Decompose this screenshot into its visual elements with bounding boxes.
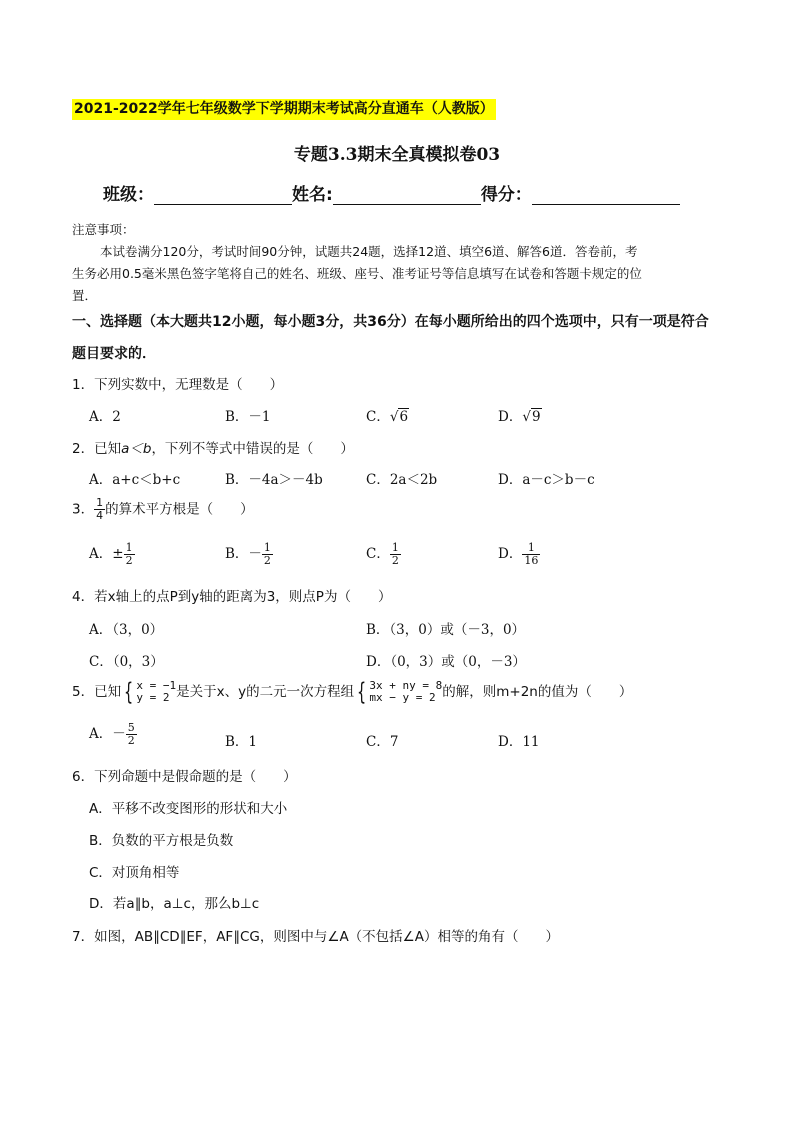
system-line-1: 3x + ny = 8	[369, 679, 443, 692]
notice-line-3: 置．	[72, 288, 98, 303]
q6-option-a: A．平移不改变图形的形状和大小	[89, 801, 288, 817]
q2-option-d: D．a－c＞b－c	[498, 472, 595, 488]
q6-option-c: C．对顶角相等	[89, 865, 180, 881]
page-title: 专题3.3期末全真模拟卷03	[293, 145, 501, 165]
q4-option-a: A．（3，0）	[89, 622, 164, 638]
radical-sign: √	[389, 409, 399, 425]
fraction	[124, 542, 135, 567]
q3-option-d-label: D．	[498, 546, 523, 562]
notice-line-1: 本试卷满分120分，考试时间90分钟，试题共24题，选择12道、填空6道、解答6道．答卷前，考	[100, 244, 638, 259]
score-blank[interactable]	[532, 186, 680, 205]
class-label: 班级：	[103, 185, 154, 205]
q3-option-c-label: C．	[366, 546, 390, 562]
q3-option-c	[366, 542, 401, 567]
sqrt-9	[522, 409, 541, 425]
q2-option-a: A．a+c＜b+c	[89, 472, 181, 488]
fraction	[522, 542, 540, 567]
system-line-1: x = −1	[136, 679, 177, 692]
fraction	[126, 722, 137, 747]
q2-option-b: B．－4a＞－4b	[225, 472, 323, 488]
numerator: 1	[96, 496, 104, 509]
numerator: 1	[125, 541, 133, 554]
q3-option-a-label: A．±	[89, 546, 124, 562]
question-2-stem	[72, 437, 354, 457]
q1-option-d-label: D．	[498, 409, 523, 425]
denominator: 2	[263, 554, 271, 567]
q6-option-d: D．若a∥b，a⊥c，那么b⊥c	[89, 896, 260, 912]
left-brace: {	[357, 678, 367, 706]
sqrt-6	[390, 409, 409, 425]
question-5-stem	[72, 680, 632, 704]
q5-suffix: 的解，则m+2n的值为（ ）	[442, 684, 633, 700]
q3-option-a	[89, 542, 135, 567]
q1-option-c	[366, 405, 409, 425]
exam-series-banner: 2021-2022学年七年级数学下学期期末考试高分直通车（人教版）	[72, 99, 496, 120]
q3-option-b	[225, 542, 273, 567]
name-label: 姓名:	[292, 185, 333, 205]
denominator: 2	[127, 734, 135, 747]
q5-option-c: C．7	[366, 734, 399, 750]
fraction	[262, 542, 273, 567]
q2-option-c: C．2a＜2b	[366, 472, 438, 488]
system-line-2: mx − y = 2	[369, 691, 436, 704]
q4-option-c: C．（0，3）	[89, 654, 164, 670]
q5-option-b: B．1	[225, 734, 258, 750]
question-7-stem: 7．如图，AB∥CD∥EF，AF∥CG，则图中与∠A（不包括∠A）相等的角有（ ）	[72, 929, 560, 945]
denominator: 4	[96, 509, 104, 522]
denominator: 2	[125, 554, 133, 567]
q2-stem-prefix: 2．已知	[72, 441, 122, 457]
fraction-one-quarter	[94, 497, 105, 522]
q3-number: 3．	[72, 501, 95, 518]
q4-option-b: B．（3，0）或（－3，0）	[366, 622, 526, 638]
q5-option-d: D．11	[498, 734, 540, 750]
notice-heading: 注意事项：	[72, 222, 135, 237]
equation-system	[369, 680, 442, 704]
q2-stem-math: a＜b	[121, 441, 152, 457]
score-label: 得分：	[480, 185, 532, 205]
q5-middle: 是关于x、y的二元一次方程组	[176, 684, 355, 700]
numerator: 1	[263, 541, 271, 554]
question-6-stem: 6．下列命题中是假命题的是（ ）	[72, 769, 297, 785]
question-3-stem	[72, 497, 254, 522]
section-heading-line-2: 题目要求的．	[72, 346, 156, 362]
section-heading-line-1: 一、选择题（本大题共12小题，每小题3分，共36分）在每小题所给出的四个选项中，只有一项是符合	[72, 314, 709, 330]
q5-prefix: 5．已知	[72, 684, 122, 700]
question-4-stem: 4．若x轴上的点P到y轴的距离为3，则点P为（ ）	[72, 589, 392, 605]
system-line-2: y = 2	[136, 691, 170, 704]
denominator: 16	[524, 554, 539, 567]
q1-option-c-label: C．	[366, 409, 390, 425]
left-brace: {	[124, 678, 134, 706]
q3-option-d	[498, 542, 540, 567]
radicand: 6	[399, 409, 409, 425]
name-blank[interactable]	[333, 186, 481, 205]
notice-line-2: 生务必用0.5毫米黑色签字笔将自己的姓名、班级、座号、准考证号等信息填写在试卷和答题卡规定的位	[72, 266, 642, 281]
radical-sign: √	[522, 409, 531, 425]
solution-system	[136, 680, 176, 704]
numerator: 1	[391, 541, 399, 554]
q3-stem-suffix: 的算术平方根是（ ）	[105, 501, 254, 518]
numerator: 5	[127, 721, 135, 734]
q3-option-b-label: B．－	[225, 546, 262, 562]
q1-option-a: A．2	[89, 409, 121, 425]
q2-stem-suffix: ，下列不等式中错误的是（ ）	[151, 441, 354, 457]
q1-option-b: B．－1	[225, 409, 271, 425]
numerator: 1	[522, 542, 540, 555]
radicand: 9	[531, 409, 541, 425]
q4-option-d: D．（0，3）或（0，－3）	[366, 654, 526, 670]
class-blank[interactable]	[154, 186, 292, 205]
q5-option-a	[89, 722, 137, 747]
fraction	[390, 542, 401, 567]
q6-option-b: B．负数的平方根是负数	[89, 833, 234, 849]
denominator: 2	[391, 554, 399, 567]
q1-option-d	[498, 405, 542, 425]
q5-option-a-label: A．－	[89, 726, 126, 742]
student-info-row	[103, 180, 680, 205]
question-1-stem: 1．下列实数中，无理数是（ ）	[72, 377, 284, 393]
